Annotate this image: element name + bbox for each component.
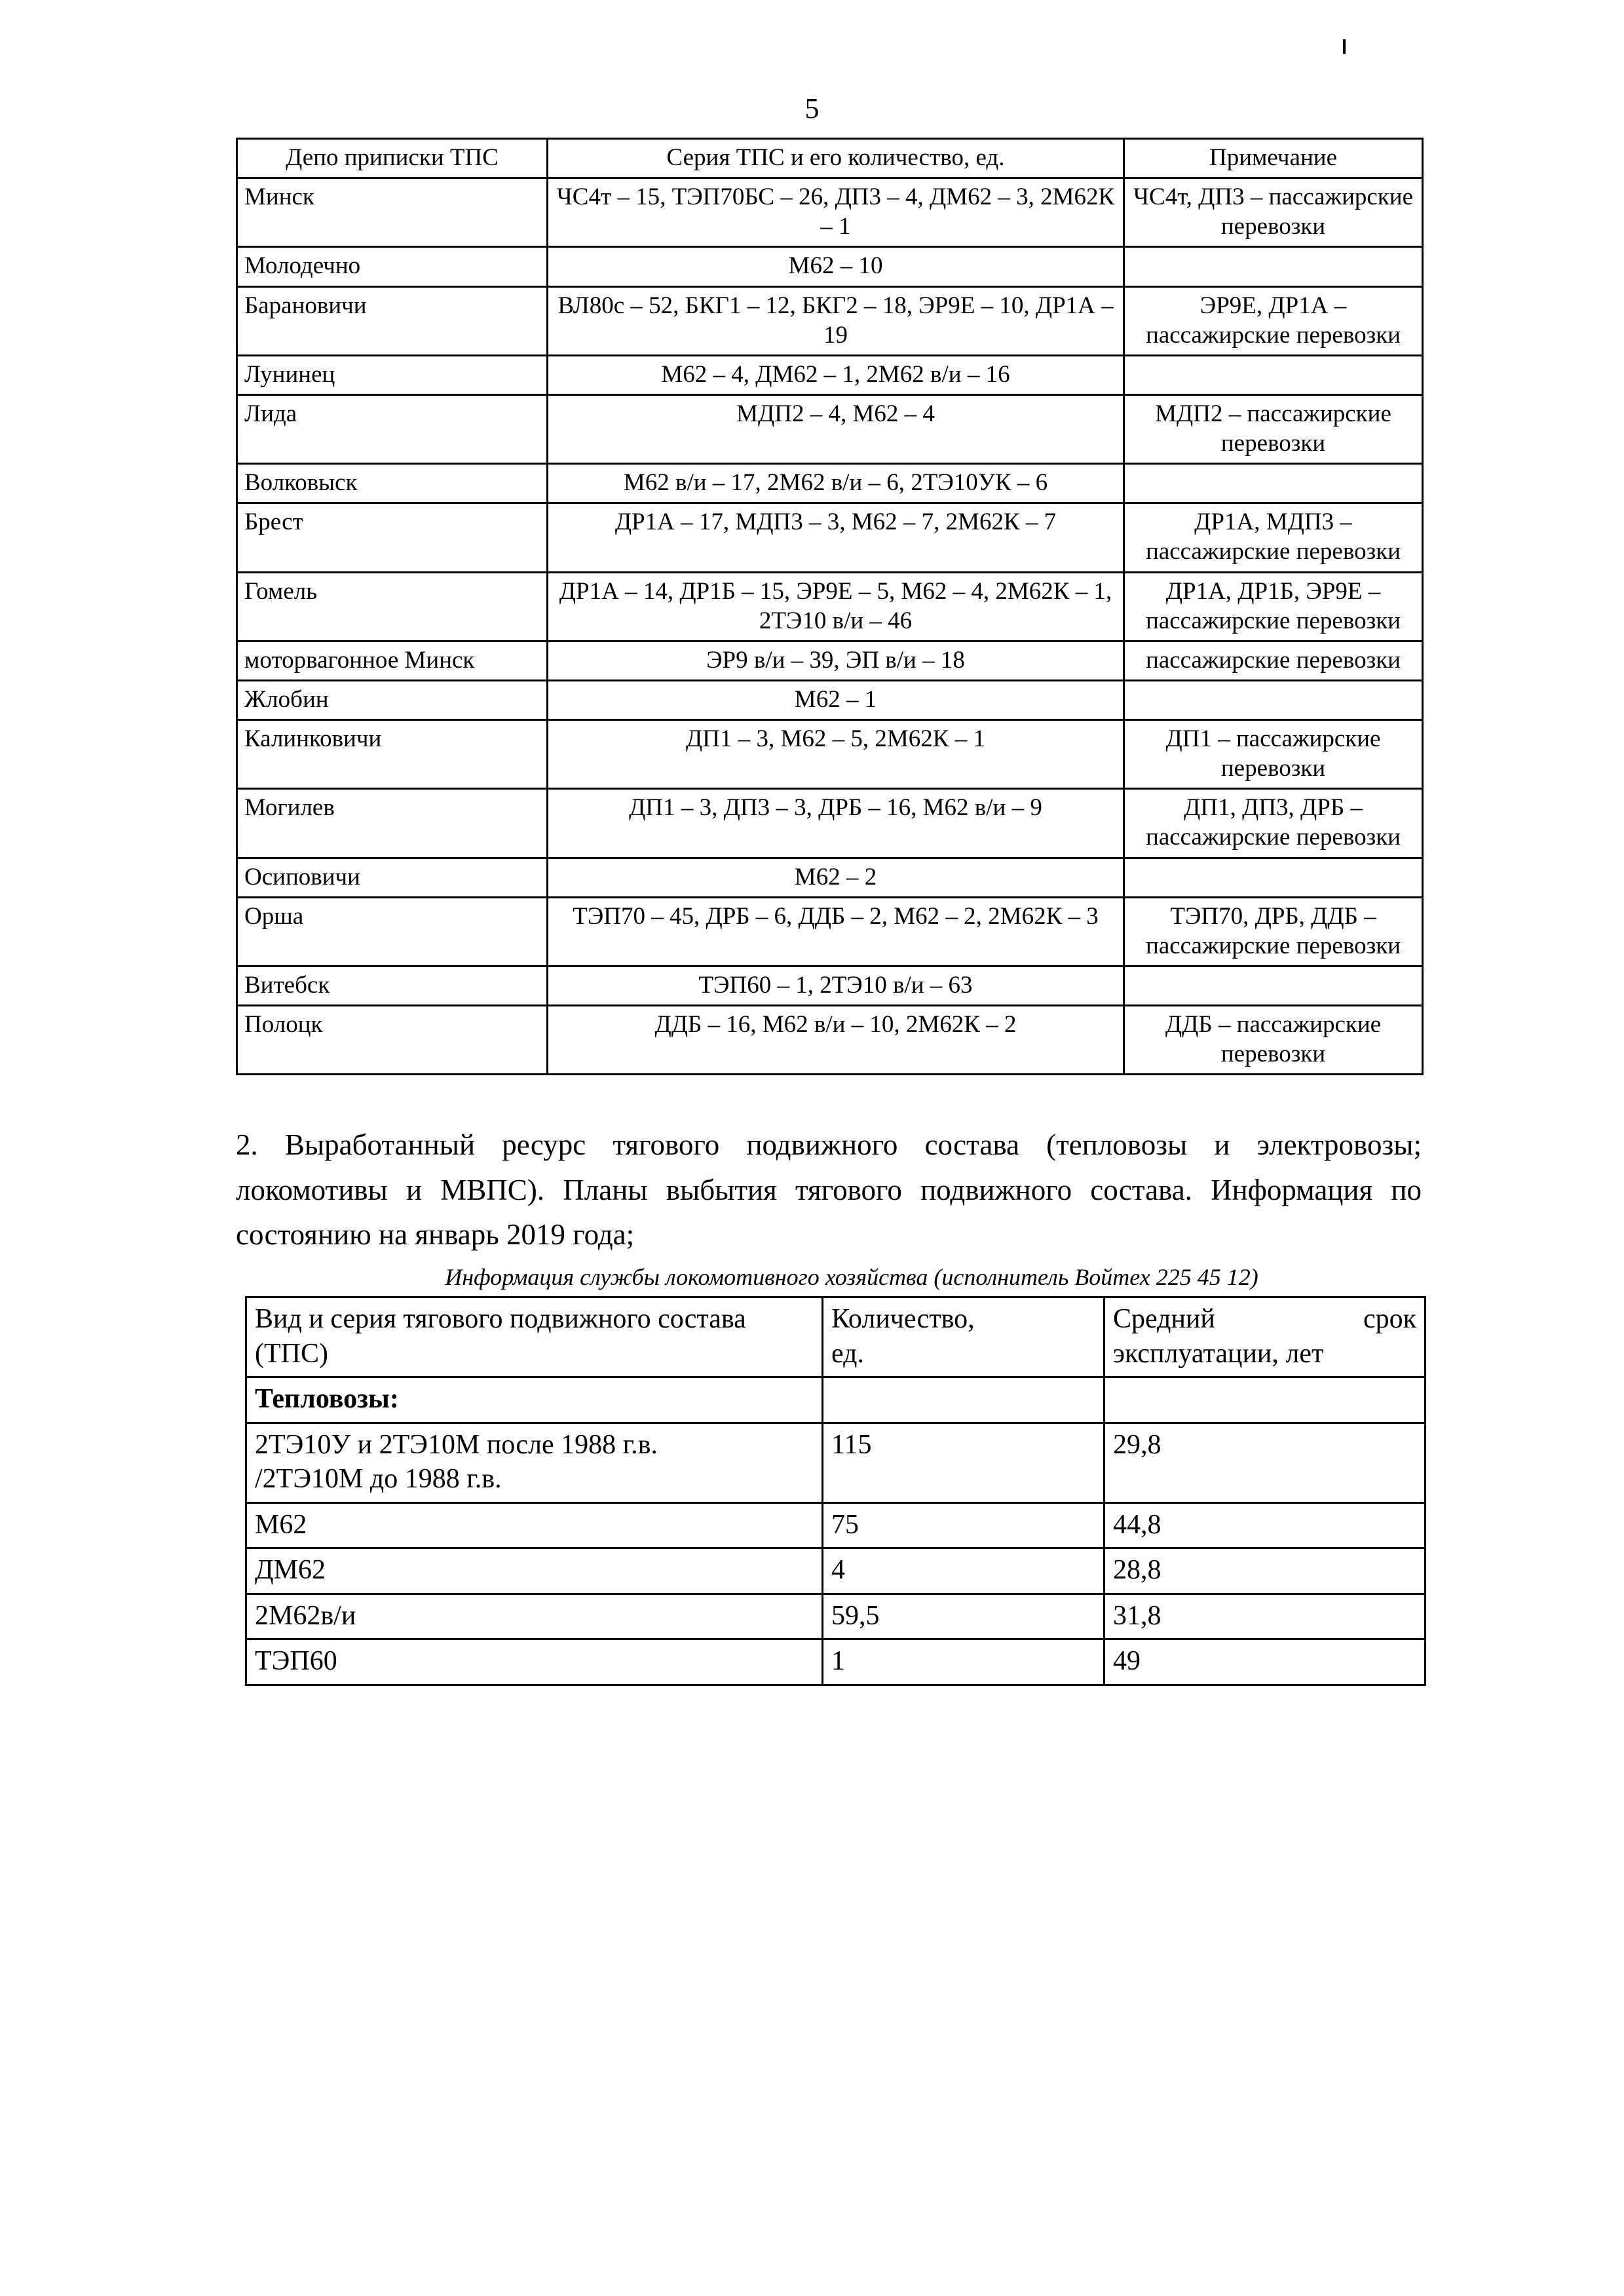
cell-note: ДДБ – пассажирские перевозки [1124, 1006, 1423, 1075]
cell-depot: Полоцк [237, 1006, 548, 1075]
table-row [237, 966, 1423, 1005]
table-row [237, 247, 1423, 286]
cell-note: МДП2 – пассажирские перевозки [1124, 394, 1423, 463]
cell-tps-name: ДМ62 [246, 1548, 823, 1594]
cell-tps-name-line1: 2ТЭ10У и 2ТЭ10М после 1988 г.в. [255, 1429, 658, 1460]
table-row [237, 680, 1423, 719]
cell-series: ДР1А – 17, МДП3 – 3, М62 – 7, 2М62К – 7 [548, 503, 1124, 572]
cell-series: ЧС4т – 15, ТЭП70БС – 26, ДП3 – 4, ДМ62 – 3, 2М62К – 1 [548, 178, 1124, 247]
table-header-row [246, 1297, 1426, 1377]
table-row [246, 1548, 1426, 1594]
page-number: 5 [804, 92, 820, 124]
cell-series: ДДБ – 16, М62 в/и – 10, 2М62К – 2 [548, 1006, 1124, 1075]
table-row [237, 789, 1423, 858]
cell-series: ТЭП60 – 1, 2ТЭ10 в/и – 63 [548, 966, 1124, 1005]
cell-note [1124, 355, 1423, 394]
cell-depot: Жлобин [237, 680, 548, 719]
table-row [237, 355, 1423, 394]
cell-term: 49 [1105, 1639, 1426, 1685]
table-section-row [246, 1377, 1426, 1423]
table-row [237, 897, 1423, 966]
cell-quantity-empty [823, 1377, 1105, 1423]
cell-series: М62 в/и – 17, 2М62 в/и – 6, 2ТЭ10УК – 6 [548, 464, 1124, 503]
cell-depot: Волковыск [237, 464, 548, 503]
cell-tps-name: ТЭП60 [246, 1639, 823, 1685]
cell-note: ДП1, ДП3, ДРБ – пассажирские перевозки [1124, 789, 1423, 858]
table-row [237, 720, 1423, 789]
table-caption: Информация службы локомотивного хозяйства (исполнитель Войтех 225 45 12) [445, 1264, 1258, 1291]
cell-term: 31,8 [1105, 1594, 1426, 1639]
cell-note [1124, 680, 1423, 719]
column-header-term-right: срок [1363, 1304, 1416, 1335]
cell-tps-name: 2М62в/и [246, 1594, 823, 1639]
section-label-locomotives: Тепловозы: [246, 1377, 823, 1423]
cell-quantity: 1 [823, 1639, 1105, 1685]
table-row [237, 641, 1423, 680]
cell-depot: моторвагонное Минск [237, 641, 548, 680]
cell-note: ТЭП70, ДРБ, ДДБ – пассажирские перевозки [1124, 897, 1423, 966]
table-row [246, 1594, 1426, 1639]
table-row [246, 1639, 1426, 1685]
cell-quantity: 115 [823, 1423, 1105, 1502]
cell-term: 29,8 [1105, 1423, 1426, 1502]
cell-depot: Лида [237, 394, 548, 463]
column-header-quantity-line1: Количество, [831, 1304, 975, 1335]
column-header-term-line2: эксплуатации, лет [1113, 1338, 1324, 1369]
cell-depot: Молодечно [237, 247, 548, 286]
table-header-row [237, 139, 1423, 178]
cell-depot: Минск [237, 178, 548, 247]
cell-series: МДП2 – 4, М62 – 4 [548, 394, 1124, 463]
cell-series: ДП1 – 3, М62 – 5, 2М62К – 1 [548, 720, 1124, 789]
table-row [237, 286, 1423, 355]
cell-depot: Орша [237, 897, 548, 966]
cell-series: ДП1 – 3, ДП3 – 3, ДРБ – 16, М62 в/и – 9 [548, 789, 1124, 858]
cell-term: 44,8 [1105, 1502, 1426, 1548]
cell-quantity: 4 [823, 1548, 1105, 1594]
cell-tps-name-line2: /2ТЭ10М до 1988 г.в. [255, 1464, 502, 1495]
cell-note: ЧС4т, ДП3 – пассажирские перевозки [1124, 178, 1423, 247]
table-row [237, 1006, 1423, 1075]
cell-series: М62 – 2 [548, 858, 1124, 897]
cell-depot: Барановичи [237, 286, 548, 355]
page-content [236, 138, 1422, 1686]
table-row [237, 858, 1423, 897]
table-row [237, 572, 1423, 641]
cell-tps-name: М62 [246, 1502, 823, 1548]
cell-note: ДР1А, ДР1Б, ЭР9Е – пассажирские перевозки [1124, 572, 1423, 641]
cell-series: ЭР9 в/и – 39, ЭП в/и – 18 [548, 641, 1124, 680]
table-row [246, 1423, 1426, 1502]
cell-note [1124, 247, 1423, 286]
cell-series: ДР1А – 14, ДР1Б – 15, ЭР9Е – 5, М62 – 4, 2М62К – 1, 2ТЭ10 в/и – 46 [548, 572, 1124, 641]
cell-quantity: 59,5 [823, 1594, 1105, 1639]
column-header-term [1105, 1297, 1426, 1377]
column-header-series: Серия ТПС и его количество, ед. [548, 139, 1124, 178]
scan-artifact-tick [1343, 39, 1346, 54]
cell-series: М62 – 1 [548, 680, 1124, 719]
cell-series: М62 – 10 [548, 247, 1124, 286]
cell-note: ДР1А, МДП3 – пассажирские перевозки [1124, 503, 1423, 572]
cell-depot: Брест [237, 503, 548, 572]
table-row [237, 394, 1423, 463]
cell-note: ДП1 – пассажирские перевозки [1124, 720, 1423, 789]
cell-depot: Осиповичи [237, 858, 548, 897]
table-row [237, 464, 1423, 503]
cell-term-empty [1105, 1377, 1426, 1423]
cell-depot: Лунинец [237, 355, 548, 394]
table-row [237, 178, 1423, 247]
cell-note [1124, 966, 1423, 1005]
cell-note: пассажирские перевозки [1124, 641, 1423, 680]
cell-note: ЭР9Е, ДР1А – пассажирские перевозки [1124, 286, 1423, 355]
column-header-term-left: Средний [1113, 1304, 1215, 1335]
column-header-depot: Депо приписки ТПС [237, 139, 548, 178]
cell-term: 28,8 [1105, 1548, 1426, 1594]
cell-series: ТЭП70 – 45, ДРБ – 6, ДДБ – 2, М62 – 2, 2М62К – 3 [548, 897, 1124, 966]
column-header-quantity-line2: ед. [831, 1338, 864, 1369]
cell-depot: Гомель [237, 572, 548, 641]
cell-series: ВЛ80с – 52, БКГ1 – 12, БКГ2 – 18, ЭР9Е – 10, ДР1А – 19 [548, 286, 1124, 355]
section-paragraph: 2. Выработанный ресурс тягового подвижного состава (тепловозы и электровозы; локомотивы и МВПС). Планы выбытия тягового подвижного состава. Информация по состоянию на январь 2019 года; [236, 1128, 1422, 1252]
cell-quantity: 75 [823, 1502, 1105, 1548]
cell-note [1124, 464, 1423, 503]
depot-fleet-table [236, 138, 1424, 1075]
table-row [246, 1502, 1426, 1548]
column-header-quantity [823, 1297, 1105, 1377]
cell-tps-name [246, 1423, 823, 1502]
cell-series: М62 – 4, ДМ62 – 1, 2М62 в/и – 16 [548, 355, 1124, 394]
cell-depot: Могилев [237, 789, 548, 858]
column-header-note: Примечание [1124, 139, 1423, 178]
cell-note [1124, 858, 1423, 897]
cell-depot: Калинковичи [237, 720, 548, 789]
table-row [237, 503, 1423, 572]
cell-depot: Витебск [237, 966, 548, 1005]
column-header-tps: Вид и серия тягового подвижного состава (ТПС) [246, 1297, 823, 1377]
resource-table [245, 1296, 1426, 1686]
